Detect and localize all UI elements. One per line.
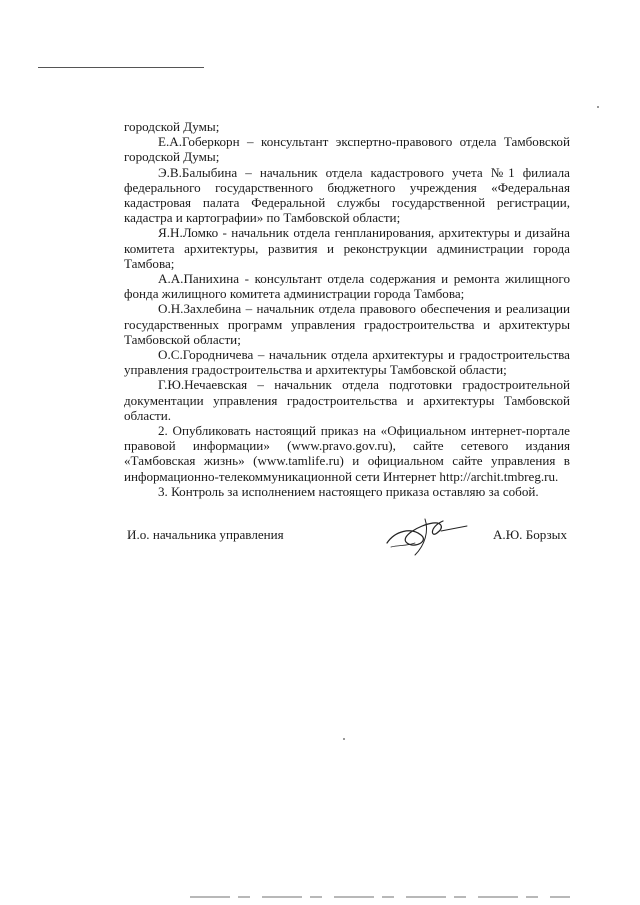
paragraph-zakhlebina: О.Н.Захлебина – начальник отдела правового обеспечения и реализации государственных программ управления градостроительства и архитектуры Тамбовской области; — [124, 301, 570, 347]
paragraph-panikhina: А.А.Панихина - консультант отдела содержания и ремонта жилищного фонда жилищного комитета администрации города Тамбова; — [124, 271, 570, 302]
scan-speck — [343, 738, 345, 740]
paragraph-goberkorn: Е.А.Гоберкорн – консультант экспертно-правового отдела Тамбовской городской Думы; — [124, 134, 570, 165]
signature-block — [127, 527, 567, 567]
handwritten-signature — [385, 513, 469, 557]
paragraph-nechaevskaya: Г.Ю.Нечаевская – начальник отдела подготовки градостроительной документации управления градостроительства и архитектуры Тамбовской области. — [124, 377, 570, 423]
signatory-title: И.о. начальника управления — [127, 527, 284, 542]
paragraph-balybina: Э.В.Балыбина – начальник отдела кадастрового учета №1 филиала федерального государственного бюджетного учреждения «Федеральная кадастровая палата Федеральной службы государственной регистрации, кадастра и картографии» по Тамбовской области; — [124, 164, 570, 226]
paragraph-item-3-control: 3. Контроль за исполнением настоящего приказа оставляю за собой. — [158, 483, 539, 499]
paragraph-item-2-publish: 2. Опубликовать настоящий приказ на «Официальном интернет-портале правовой информации» (www.pravo.gov.ru), сайте сетевого издания «Тамбовская жизнь» (www.tamlife.ru) и официальном сайте управления в информационно-телекоммуникационной сети Интернет http://archit.tmbreg.ru. — [124, 423, 570, 484]
paragraph-lomko: Я.Н.Ломко - начальник отдела генпланирования, архитектуры и дизайна комитета архитектуры, развития и реконструкции администрации города Тамбова; — [124, 225, 570, 271]
paragraph-continuation: городской Думы; — [124, 119, 220, 134]
header-rule — [38, 67, 204, 68]
footer-rule — [190, 896, 570, 898]
scan-speck — [597, 106, 599, 108]
signatory-name: А.Ю. Борзых — [492, 527, 567, 542]
paragraph-gorodnicheva: О.С.Городничева – начальник отдела архитектуры и градостроительства управления градостроительства и архитектуры Тамбовской области; — [124, 347, 570, 378]
document-body — [124, 119, 570, 499]
